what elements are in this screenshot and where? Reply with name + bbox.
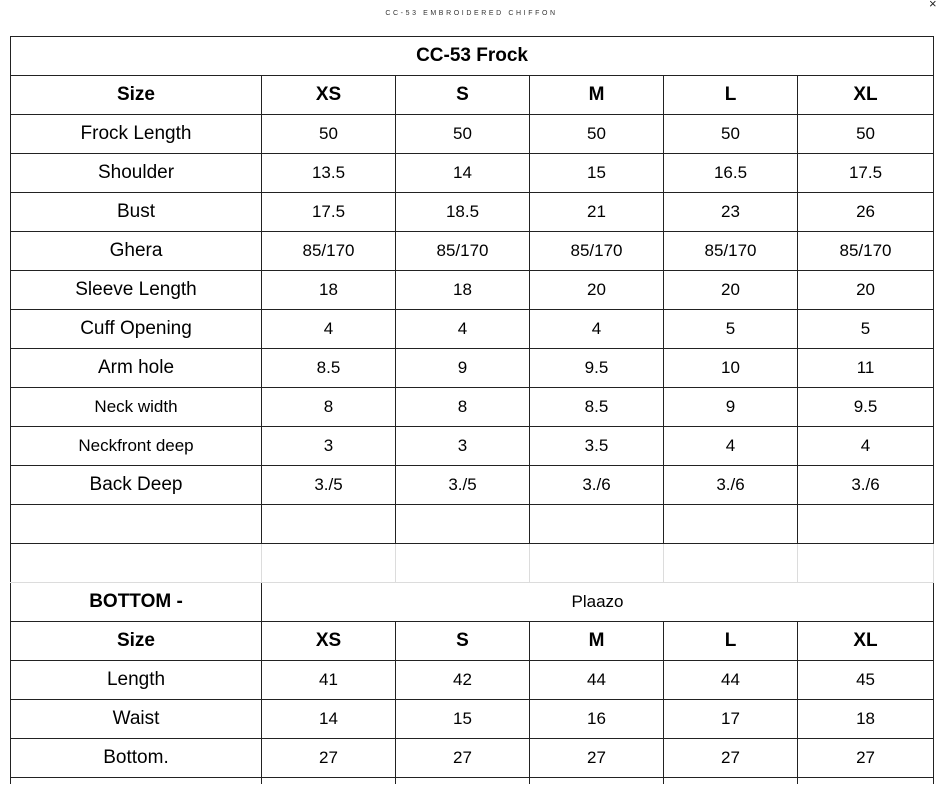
header-cell: S	[396, 76, 530, 115]
table-row	[11, 193, 934, 232]
value-cell: 18.5	[396, 193, 530, 232]
value-cell: 10	[664, 349, 798, 388]
value-cell: 8	[262, 388, 396, 427]
spacer-cell	[530, 544, 664, 583]
header-cell: M	[530, 622, 664, 661]
spacer-cell	[396, 544, 530, 583]
value-cell: 27	[530, 739, 664, 778]
value-cell: 27	[798, 739, 934, 778]
table-row	[11, 232, 934, 271]
row-label: Shoulder	[11, 154, 262, 193]
value-cell: 85/170	[664, 232, 798, 271]
table-row	[11, 700, 934, 739]
value-cell: 4	[664, 427, 798, 466]
frock-title-row	[11, 37, 934, 76]
empty-cell	[798, 505, 934, 544]
value-cell: 45	[798, 661, 934, 700]
value-cell: 20	[530, 271, 664, 310]
row-label: Frock Length	[11, 115, 262, 154]
header-cell: Size	[11, 622, 262, 661]
value-cell: 20	[798, 271, 934, 310]
empty-cell	[530, 778, 664, 785]
empty-cell	[798, 778, 934, 785]
table-row	[11, 661, 934, 700]
table-row	[11, 349, 934, 388]
bottom-label: BOTTOM -	[11, 583, 262, 622]
value-cell: 50	[396, 115, 530, 154]
value-cell: 3	[396, 427, 530, 466]
row-label: Ghera	[11, 232, 262, 271]
row-label: Neck width	[11, 388, 262, 427]
value-cell: 4	[262, 310, 396, 349]
table-row	[11, 115, 934, 154]
empty-cell	[11, 778, 262, 785]
value-cell: 21	[530, 193, 664, 232]
value-cell: 8	[396, 388, 530, 427]
empty-cell	[664, 778, 798, 785]
spacer-cell	[262, 544, 396, 583]
empty-cell	[262, 778, 396, 785]
value-cell: 41	[262, 661, 396, 700]
row-label: Length	[11, 661, 262, 700]
row-label: Bottom.	[11, 739, 262, 778]
value-cell: 20	[664, 271, 798, 310]
table-row	[11, 466, 934, 505]
empty-cell	[396, 778, 530, 785]
header-cell: XL	[798, 622, 934, 661]
value-cell: 15	[530, 154, 664, 193]
row-label: Sleeve Length	[11, 271, 262, 310]
table-row	[11, 154, 934, 193]
value-cell: 14	[396, 154, 530, 193]
value-cell: 27	[396, 739, 530, 778]
spacer-row	[11, 544, 934, 583]
value-cell: 50	[664, 115, 798, 154]
value-cell: 18	[396, 271, 530, 310]
table-row	[11, 388, 934, 427]
bottom-title-row	[11, 583, 934, 622]
value-cell: 4	[798, 427, 934, 466]
bottom-header-row	[11, 622, 934, 661]
header-cell: S	[396, 622, 530, 661]
value-cell: 17.5	[262, 193, 396, 232]
spacer-cell	[798, 544, 934, 583]
row-label: Waist	[11, 700, 262, 739]
header-cell: Size	[11, 76, 262, 115]
header-cell: M	[530, 76, 664, 115]
row-label: Arm hole	[11, 349, 262, 388]
value-cell: 9	[396, 349, 530, 388]
header-cell: L	[664, 622, 798, 661]
table-row	[11, 271, 934, 310]
header-cell: XS	[262, 76, 396, 115]
value-cell: 44	[530, 661, 664, 700]
table-row	[11, 310, 934, 349]
table-row	[11, 427, 934, 466]
value-cell: 5	[664, 310, 798, 349]
value-cell: 9.5	[798, 388, 934, 427]
value-cell: 85/170	[396, 232, 530, 271]
empty-row	[11, 505, 934, 544]
row-label: Bust	[11, 193, 262, 232]
value-cell: 18	[798, 700, 934, 739]
value-cell: 44	[664, 661, 798, 700]
cut-off-row	[11, 778, 934, 785]
value-cell: 4	[396, 310, 530, 349]
page-caption: CC-53 EMBROIDERED CHIFFON	[385, 10, 558, 17]
value-cell: 8.5	[262, 349, 396, 388]
size-chart-table	[10, 36, 934, 784]
header-cell: L	[664, 76, 798, 115]
header-cell: XL	[798, 76, 934, 115]
value-cell: 85/170	[262, 232, 396, 271]
value-cell: 27	[262, 739, 396, 778]
empty-cell	[664, 505, 798, 544]
empty-cell	[396, 505, 530, 544]
row-label: Neckfront deep	[11, 427, 262, 466]
value-cell: 3	[262, 427, 396, 466]
value-cell: 16.5	[664, 154, 798, 193]
value-cell: 23	[664, 193, 798, 232]
row-label: Cuff Opening	[11, 310, 262, 349]
value-cell: 27	[664, 739, 798, 778]
spacer-cell	[664, 544, 798, 583]
table-row	[11, 739, 934, 778]
value-cell: 42	[396, 661, 530, 700]
value-cell: 8.5	[530, 388, 664, 427]
bottom-type: Plaazo	[262, 583, 934, 622]
value-cell: 4	[530, 310, 664, 349]
close-icon[interactable]: ×	[929, 0, 937, 11]
value-cell: 11	[798, 349, 934, 388]
value-cell: 3./6	[798, 466, 934, 505]
value-cell: 50	[798, 115, 934, 154]
value-cell: 3./6	[664, 466, 798, 505]
empty-cell	[530, 505, 664, 544]
value-cell: 3./5	[262, 466, 396, 505]
value-cell: 14	[262, 700, 396, 739]
value-cell: 3.5	[530, 427, 664, 466]
empty-cell	[11, 505, 262, 544]
header-cell: XS	[262, 622, 396, 661]
frock-title: CC-53 Frock	[11, 37, 934, 76]
value-cell: 85/170	[530, 232, 664, 271]
value-cell: 3./6	[530, 466, 664, 505]
value-cell: 18	[262, 271, 396, 310]
value-cell: 17.5	[798, 154, 934, 193]
value-cell: 16	[530, 700, 664, 739]
value-cell: 5	[798, 310, 934, 349]
row-label: Back Deep	[11, 466, 262, 505]
value-cell: 17	[664, 700, 798, 739]
value-cell: 13.5	[262, 154, 396, 193]
value-cell: 3./5	[396, 466, 530, 505]
value-cell: 50	[530, 115, 664, 154]
value-cell: 50	[262, 115, 396, 154]
frock-header-row	[11, 76, 934, 115]
value-cell: 9.5	[530, 349, 664, 388]
value-cell: 26	[798, 193, 934, 232]
spacer-cell	[11, 544, 262, 583]
value-cell: 9	[664, 388, 798, 427]
value-cell: 15	[396, 700, 530, 739]
empty-cell	[262, 505, 396, 544]
value-cell: 85/170	[798, 232, 934, 271]
